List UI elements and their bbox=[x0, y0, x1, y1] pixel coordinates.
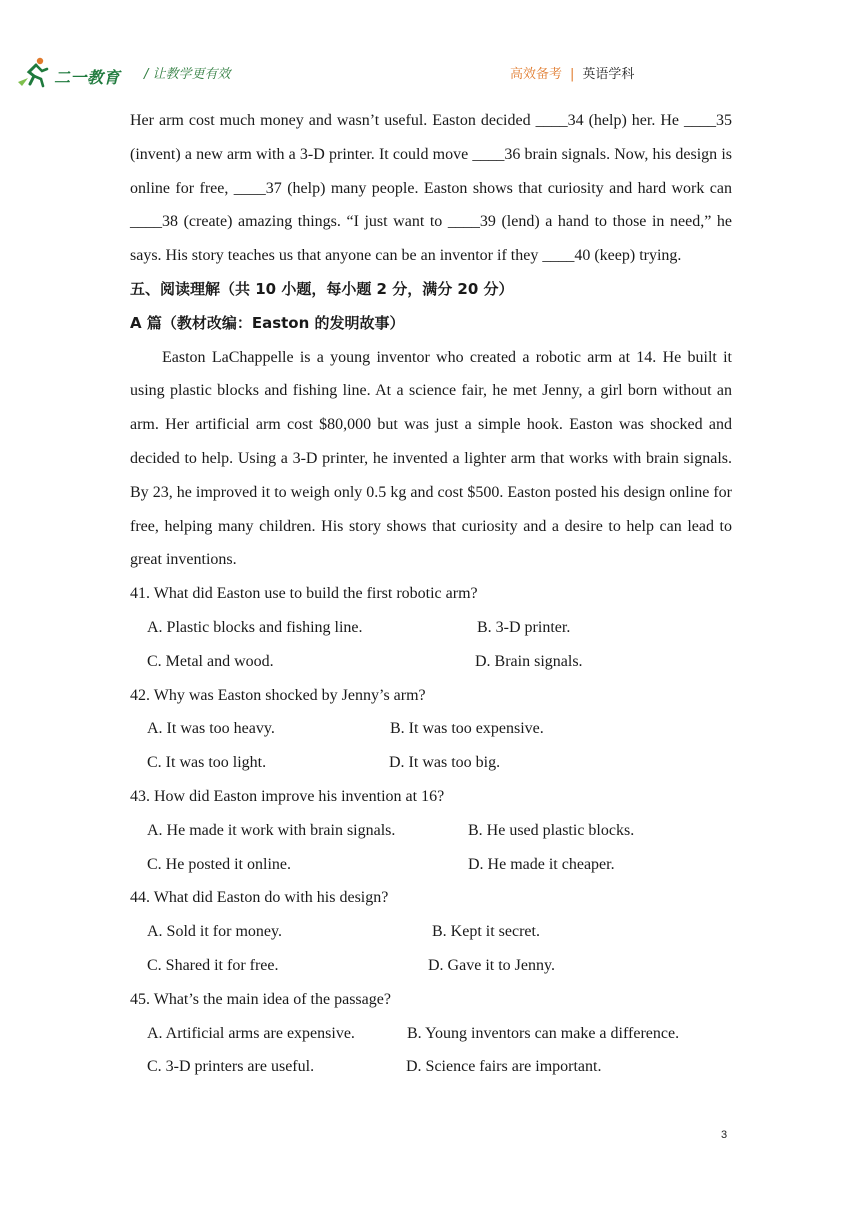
option-a: A. It was too heavy. bbox=[147, 720, 275, 738]
option-row bbox=[130, 712, 732, 746]
header-separator: | bbox=[570, 67, 575, 82]
option-a: A. Plastic blocks and fishing line. bbox=[147, 618, 363, 636]
page-content bbox=[130, 104, 732, 1084]
option-c: C. Shared it for free. bbox=[147, 956, 279, 974]
option-c: C. He posted it online. bbox=[147, 855, 291, 873]
passage-title: A 篇（教材改编：Easton 的发明故事） bbox=[130, 313, 405, 332]
option-b: B. He used plastic blocks. bbox=[468, 821, 635, 839]
section-title: 五、阅读理解（共 10 小题，每小题 2 分，满分 20 分） bbox=[130, 279, 514, 298]
option-d: D. Science fairs are important. bbox=[406, 1058, 602, 1076]
page-number: 3 bbox=[721, 1129, 728, 1141]
question-stem: 41. What did Easton use to build the first robotic arm? bbox=[130, 585, 478, 603]
option-d: D. Gave it to Jenny. bbox=[428, 956, 555, 974]
page-header bbox=[0, 0, 860, 100]
option-a: A. Sold it for money. bbox=[147, 923, 282, 941]
option-row bbox=[130, 746, 732, 780]
passage-text: Easton LaChappelle is a young inventor who created a robotic arm at 14. He built it using plastic blocks and fishing line. At a science fair, he met Jenny, a girl born without an arm. Her artificial arm cost $80,000 but was just a simple hook. Easton was shocked and decided to help. Using a 3-D printer, he invented a lighter arm that works with brain signals. By 23, he improved it to weigh only 0.5 kg and cost $500. Easton posted his design online for free, helping many children. His story shows that curiosity and a desire to help can lead to great inventions. bbox=[130, 348, 732, 569]
question-stem: 44. What did Easton do with his design? bbox=[130, 889, 389, 907]
prep-label: 高效备考 bbox=[510, 67, 563, 82]
slogan: / 让教学更有效 bbox=[144, 67, 231, 82]
option-row bbox=[130, 611, 732, 645]
option-row bbox=[130, 1017, 732, 1051]
option-row bbox=[130, 949, 732, 983]
option-b: B. It was too expensive. bbox=[390, 720, 544, 738]
option-b: B. Kept it secret. bbox=[432, 923, 540, 941]
runner-icon bbox=[16, 56, 52, 88]
header-right bbox=[510, 63, 634, 82]
question-stem: 45. What’s the main idea of the passage? bbox=[130, 990, 391, 1008]
option-d: D. Brain signals. bbox=[475, 652, 583, 670]
option-d: D. He made it cheaper. bbox=[468, 855, 615, 873]
option-a: A. He made it work with brain signals. bbox=[147, 821, 396, 839]
option-row bbox=[130, 848, 732, 882]
option-row bbox=[130, 915, 732, 949]
cloze-continuation: Her arm cost much money and wasn’t useful. Easton decided ____34 (help) her. He ____35 (invent) a new arm with a 3-D printer. It could move ____36 brain signals. Now, his design is online for free, ____37 (help) many people. Easton shows that curiosity and hard work can ____38 (create) amazing things. “I just want to ____39 (lend) a hand to those in need,” he says. His story teaches us that anyone can be an inventor if they ____40 (keep) trying. bbox=[130, 112, 732, 265]
option-c: C. Metal and wood. bbox=[147, 652, 274, 670]
logo bbox=[16, 56, 126, 88]
option-a: A. Artificial arms are expensive. bbox=[147, 1024, 355, 1042]
option-b: B. Young inventors can make a difference. bbox=[407, 1024, 680, 1042]
option-row bbox=[130, 645, 732, 679]
question-stem: 42. Why was Easton shocked by Jenny’s arm? bbox=[130, 686, 426, 704]
subject-label: 英语学科 bbox=[582, 67, 635, 82]
option-row bbox=[130, 1050, 732, 1084]
option-b: B. 3-D printer. bbox=[477, 618, 571, 636]
logo-text: 二一教育 bbox=[54, 68, 121, 87]
option-row bbox=[130, 814, 732, 848]
option-d: D. It was too big. bbox=[389, 754, 501, 772]
option-c: C. It was too light. bbox=[147, 754, 267, 772]
question-stem: 43. How did Easton improve his invention at 16? bbox=[130, 787, 445, 805]
option-c: C. 3-D printers are useful. bbox=[147, 1058, 315, 1076]
